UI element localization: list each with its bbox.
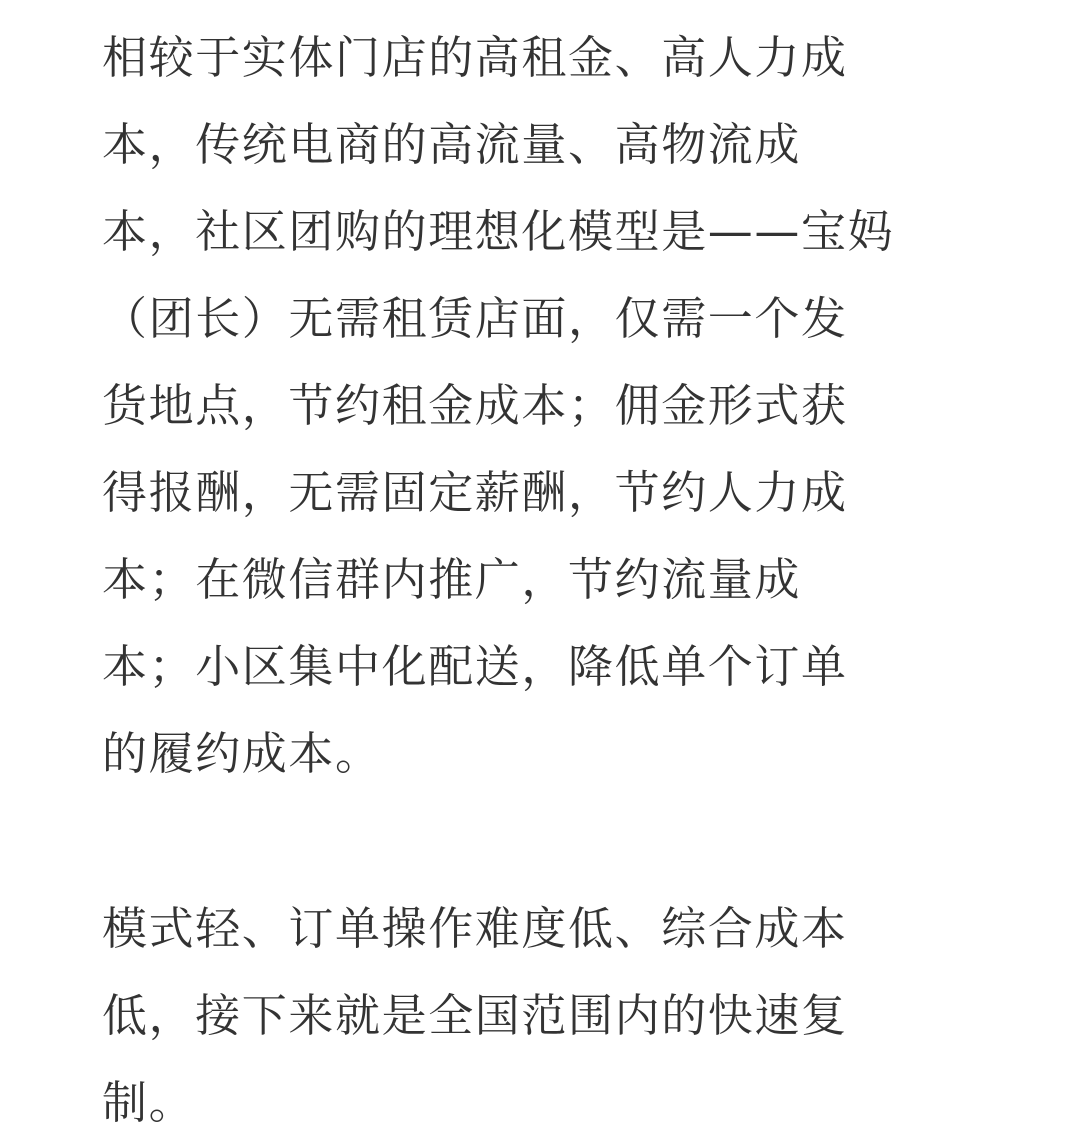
text-line: 得报酬，无需固定薪酬，节约人力成 — [102, 466, 848, 519]
text-line: 的履约成本。 — [102, 727, 382, 780]
text-line: 本；在微信群内推广，节约流量成 — [102, 553, 802, 606]
paragraph-cost-advantages — [102, 14, 982, 797]
text-line: 本，传统电商的高流量、高物流成 — [102, 118, 802, 171]
text-line: （团长）无需租赁店面，仅需一个发 — [102, 292, 848, 345]
text-line: 低，接下来就是全国范围内的快速复 — [102, 989, 848, 1042]
paragraph-spacer — [102, 797, 982, 885]
text-line: 制。 — [102, 1076, 196, 1129]
text-line: 货地点，节约租金成本；佣金形式获 — [102, 379, 848, 432]
article-body — [102, 14, 982, 1146]
text-line: 本，社区团购的理想化模型是——宝妈 — [102, 205, 895, 258]
text-line: 相较于实体门店的高租金、高人力成 — [102, 31, 848, 84]
paragraph-replication — [102, 885, 982, 1146]
text-line: 本；小区集中化配送，降低单个订单 — [102, 640, 848, 693]
text-line: 模式轻、订单操作难度低、综合成本 — [102, 902, 848, 955]
